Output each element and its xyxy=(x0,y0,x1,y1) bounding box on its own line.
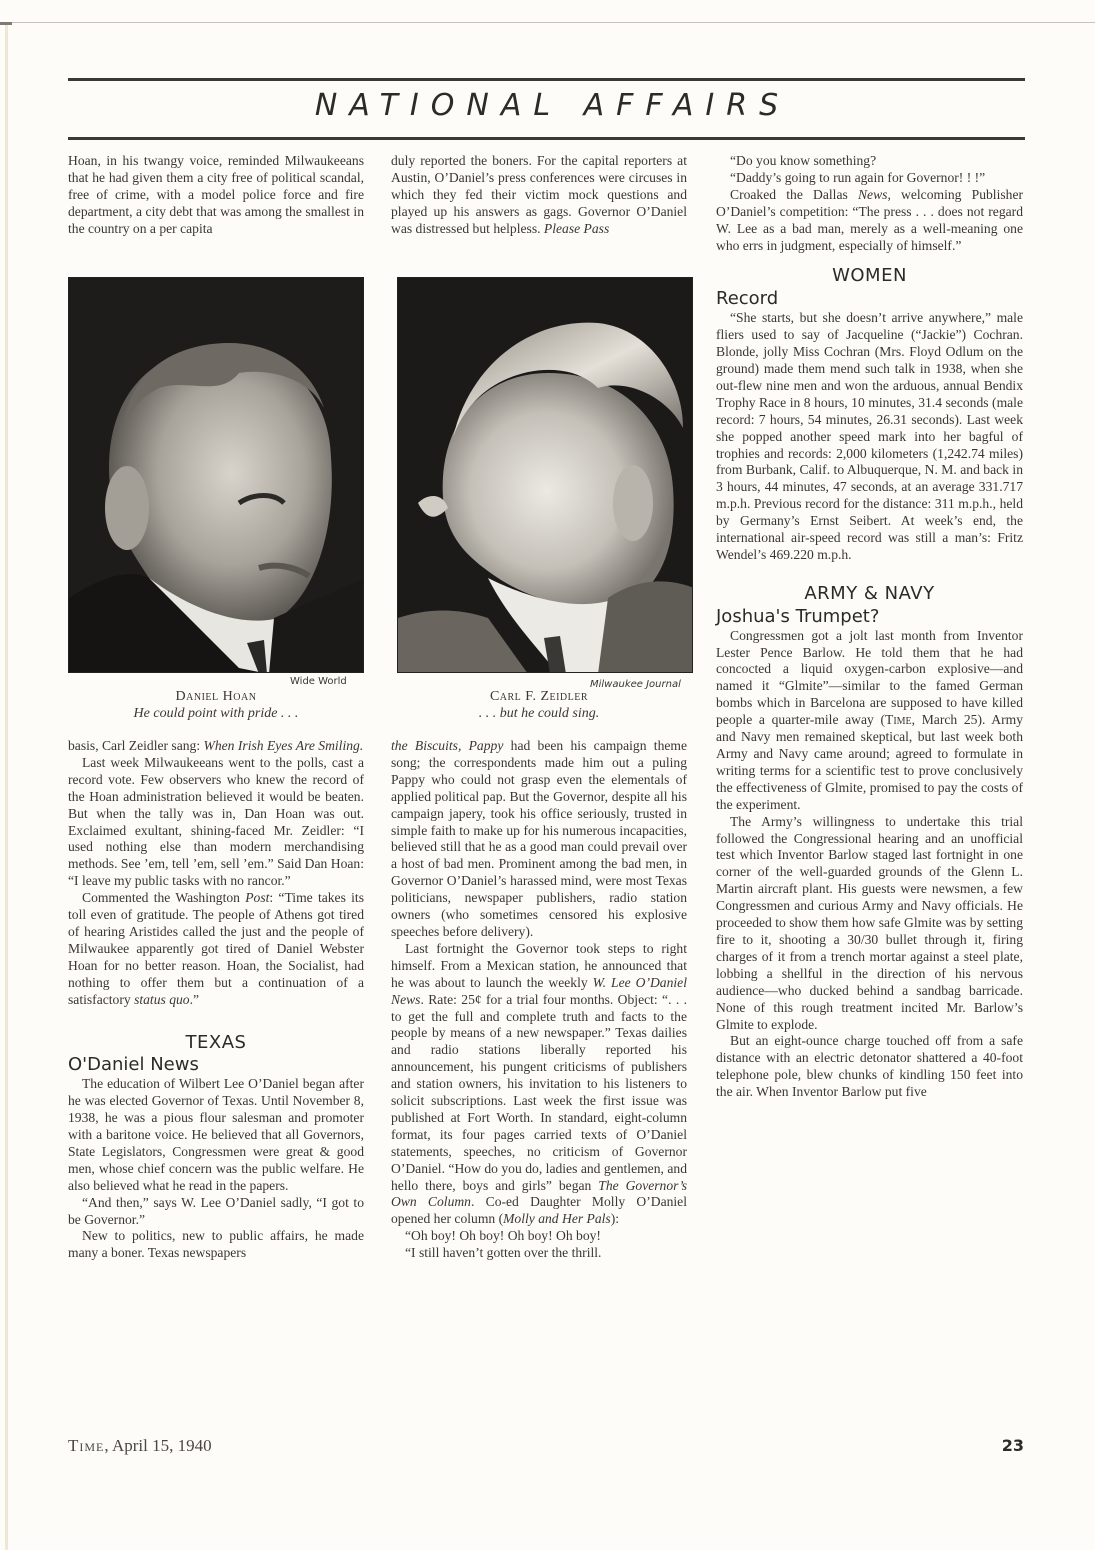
section-title: NATIONAL AFFAIRS xyxy=(314,88,791,123)
paragraph: Hoan, in his twangy voice, reminded Milwaukeeans that he had given them a city free of political scandal, free of crime, with a model police force and fire department, a city debt that was among the smallest in the country on a per capita xyxy=(68,153,364,236)
story-headline: Record xyxy=(716,288,779,310)
paragraph: basis, Carl Zeidler sang: When Irish Eyes Are Smiling. xyxy=(68,738,364,753)
header-rule-bottom xyxy=(68,137,1025,140)
paragraph: Commented the Washington Post: “Time takes its toll even of gratitude. The people of Athens got tired of hearing Aristides called the just and the people of Milwaukee apparently got tired of Daniel Webster Hoan for no better reason. Hoan, the Socialist, had nothing to offer them but a continuation of a satisfactory status quo.” xyxy=(68,890,364,1007)
portrait-image xyxy=(69,278,364,673)
photo-caption-name: Daniel Hoan xyxy=(175,689,257,704)
portrait-image xyxy=(398,278,693,673)
paragraph: the Biscuits, Pappy had been his campaign theme song; the correspondents made him out a puling Pappy who could not grasp even the elementals of applied political pap. But the Governor, despite all his campaign japery, took his office seriously, trusted in simple faith to make up for his numerous incapacities, believed still that he as a good man could prevail over a host of bad men. Prominent among the bad men, in Governor O’Daniel’s harassed mind, were most Texas politicians, newspaper publishers, radio station owners (who sometimes censored his explosive speeches before delivery). xyxy=(391,738,688,939)
photo-carl-zeidler xyxy=(397,277,693,673)
paragraph: Last week Milwaukeeans went to the polls, cast a record vote. Few observers who knew the record of the Hoan administration believed it would be beaten. But when the tally was in, Dan Hoan was out. Exclaimed exultant, shining-faced Mr. Zeidler: “I used nothing else than modern merchandising methods. See ’em, tell ’em, sell ’em.” Said Dan Hoan: “I leave my public tasks with no rancor.” xyxy=(68,754,364,889)
photo-credit: Wide World xyxy=(290,676,347,687)
photo-caption-name: Carl F. Zeidler xyxy=(489,689,589,704)
header-rule-top xyxy=(68,78,1025,81)
column-1-top xyxy=(68,153,364,238)
story-headline: Joshua's Trumpet? xyxy=(716,605,880,627)
column-1-bottom xyxy=(68,738,364,1262)
scan-edge-top xyxy=(0,22,1095,23)
photo-daniel-hoan xyxy=(68,277,364,673)
paragraph: Congressmen got a jolt last month from Inventor Lester Pence Barlow. He told them that he had concocted a liquid oxygen-carbon explosive—and named it “Glmite”—similar to the famed German bombs which in Barcelona are supposed to have killed people a quarter-mile away (Time, March 25). Army and Navy men remained skeptical, but last week both Army and Navy came around; agreed to formulate in writing terms for a scientific test to prove conclusively the effectiveness of Glmite, promised to pay the costs of the experiment. xyxy=(716,627,1023,812)
paragraph: Last fortnight the Governor took steps to right himself. From a Mexican station, he announced that he was about to launch the weekly W. Lee O’Daniel News. Rate: 25¢ for a trial four months. Object: “. . . to get the full and complete truth and facts to the people by means of a new newspaper.” Texas dailies and radio stations liberally reported his announcement, his pungent criticisms of publishers and station owners, his invitation to his listeners to solicit subscriptions. Last week the first issue was published at Fort Worth. In standard, eight-column format, its four pages carried texts of O’Daniel statements, speeches, no criticism of Governor O’Daniel. “How do you do, ladies and gentlemen, and hello there, boys and girls” began The Governor’s Own Column. Co-ed Daughter Molly O’Daniel opened her column (Molly and Her Pals): xyxy=(391,940,688,1227)
paragraph: “She starts, but she doesn’t arrive anywhere,” male fliers used to say of Jacqueline (“Jackie”) Cochran. Blonde, jolly Miss Cochran (Mrs. Floyd Odlum on the ground) made them mend such talk in 1938, when she out-flew nine men and won the arduous, annual Bendix Trophy Race in 8 hours, 10 minutes, 31.4 seconds (male record: 7 hours, 54 minutes, 26.31 seconds). Last week she popped another speed mark into her bagful of trophies and records: 2,000 kilometers (1,242.74 miles) from Burbank, Calif. to Albuquerque, N. M. and back in 3 hours, 44 minutes, 47 seconds, at an average 331.717 m.p.h. Previous record for the distance: 311 m.p.h., held by Germany’s Ernst Seibert. At week’s end, the international air-speed record was still a man’s: Fritz Wendel’s 469.220 m.p.h. xyxy=(716,310,1023,562)
quote-line: “Daddy’s going to run again for Governor! ! !” xyxy=(730,169,986,185)
paragraph: duly reported the boners. For the capital reporters at Austin, O’Daniel’s press conferences were circuses in which they fed their victim mock questions and played up his answers as gags. Governor O’Daniel was distressed but helpless. Please Pass xyxy=(391,153,687,236)
department-heading: ARMY & NAVY xyxy=(804,582,935,604)
paragraph: Croaked the Dallas News, welcoming Publisher O’Daniel’s competition: “The press . . . does not regard W. Lee as a bad man, merely as a well-meaning one who errs in judgment, especially of himself.” xyxy=(716,186,1023,253)
paragraph: New to politics, new to public affairs, he made many a boner. Texas newspapers xyxy=(68,1228,364,1261)
issue-date: , April 15, 1940 xyxy=(104,1436,212,1455)
photo-caption: He could point with pride . . . xyxy=(133,706,299,721)
paragraph: “And then,” says W. Lee O’Daniel sadly, “I got to be Governor.” xyxy=(68,1194,364,1227)
column-2-bottom xyxy=(391,738,687,1262)
quote-line: “I still haven’t gotten over the thrill. xyxy=(405,1245,602,1261)
photo-credit: Milwaukee Journal xyxy=(590,679,681,690)
page-number: 23 xyxy=(1001,1436,1024,1455)
department-heading: WOMEN xyxy=(832,265,907,287)
paragraph: The education of Wilbert Lee O’Daniel began after he was elected Governor of Texas. Until November 8, 1938, he was a pious flour salesman and promoter with a baritone voice. He believed that all Governors, State Legislators, Congressmen were great & good men, whose chief concern was the public welfare. He also believed what he read in the papers. xyxy=(68,1076,364,1193)
story-headline: O'Daniel News xyxy=(68,1054,199,1076)
photo-caption: . . . but he could sing. xyxy=(478,706,600,721)
paragraph: The Army’s willingness to undertake this trial followed the Congressional hearing and an unofficial test which Inventor Barlow staged last fortnight in one corner of the well-guarded grounds of the Glenn L. Martin aircraft plant. His guests were newsmen, a few Congressmen and curious Army and Navy officials. He proceeded to show them how safe Glmite was by setting fire to it, shooting a 30/30 bullet through it, firing charges of it from a trench mortar against a steel plate, lobbing a shellful in the direction of his nervous audience—who ducked behind a sandbag barricade. None of this rough treatment incited Mr. Barlow’s Glmite to explode. xyxy=(716,813,1023,1032)
footer-issue-line xyxy=(68,1436,212,1456)
quote-line: “Do you know something? xyxy=(730,153,877,168)
magazine-name: Time xyxy=(68,1436,105,1455)
column-3 xyxy=(716,153,1023,1101)
column-2-top xyxy=(391,153,687,238)
paragraph: But an eight-ounce charge touched off from a safe distance with an electric detonator shattered a 40-foot telephone pole, blew chunks of kindling 150 feet into the air. When Inventor Barlow put five xyxy=(716,1033,1023,1100)
quote-line: “Oh boy! Oh boy! Oh boy! Oh boy! xyxy=(405,1228,601,1244)
scan-corner-mark xyxy=(0,22,12,25)
scan-edge-left xyxy=(5,23,8,1550)
department-heading: TEXAS xyxy=(185,1031,247,1053)
